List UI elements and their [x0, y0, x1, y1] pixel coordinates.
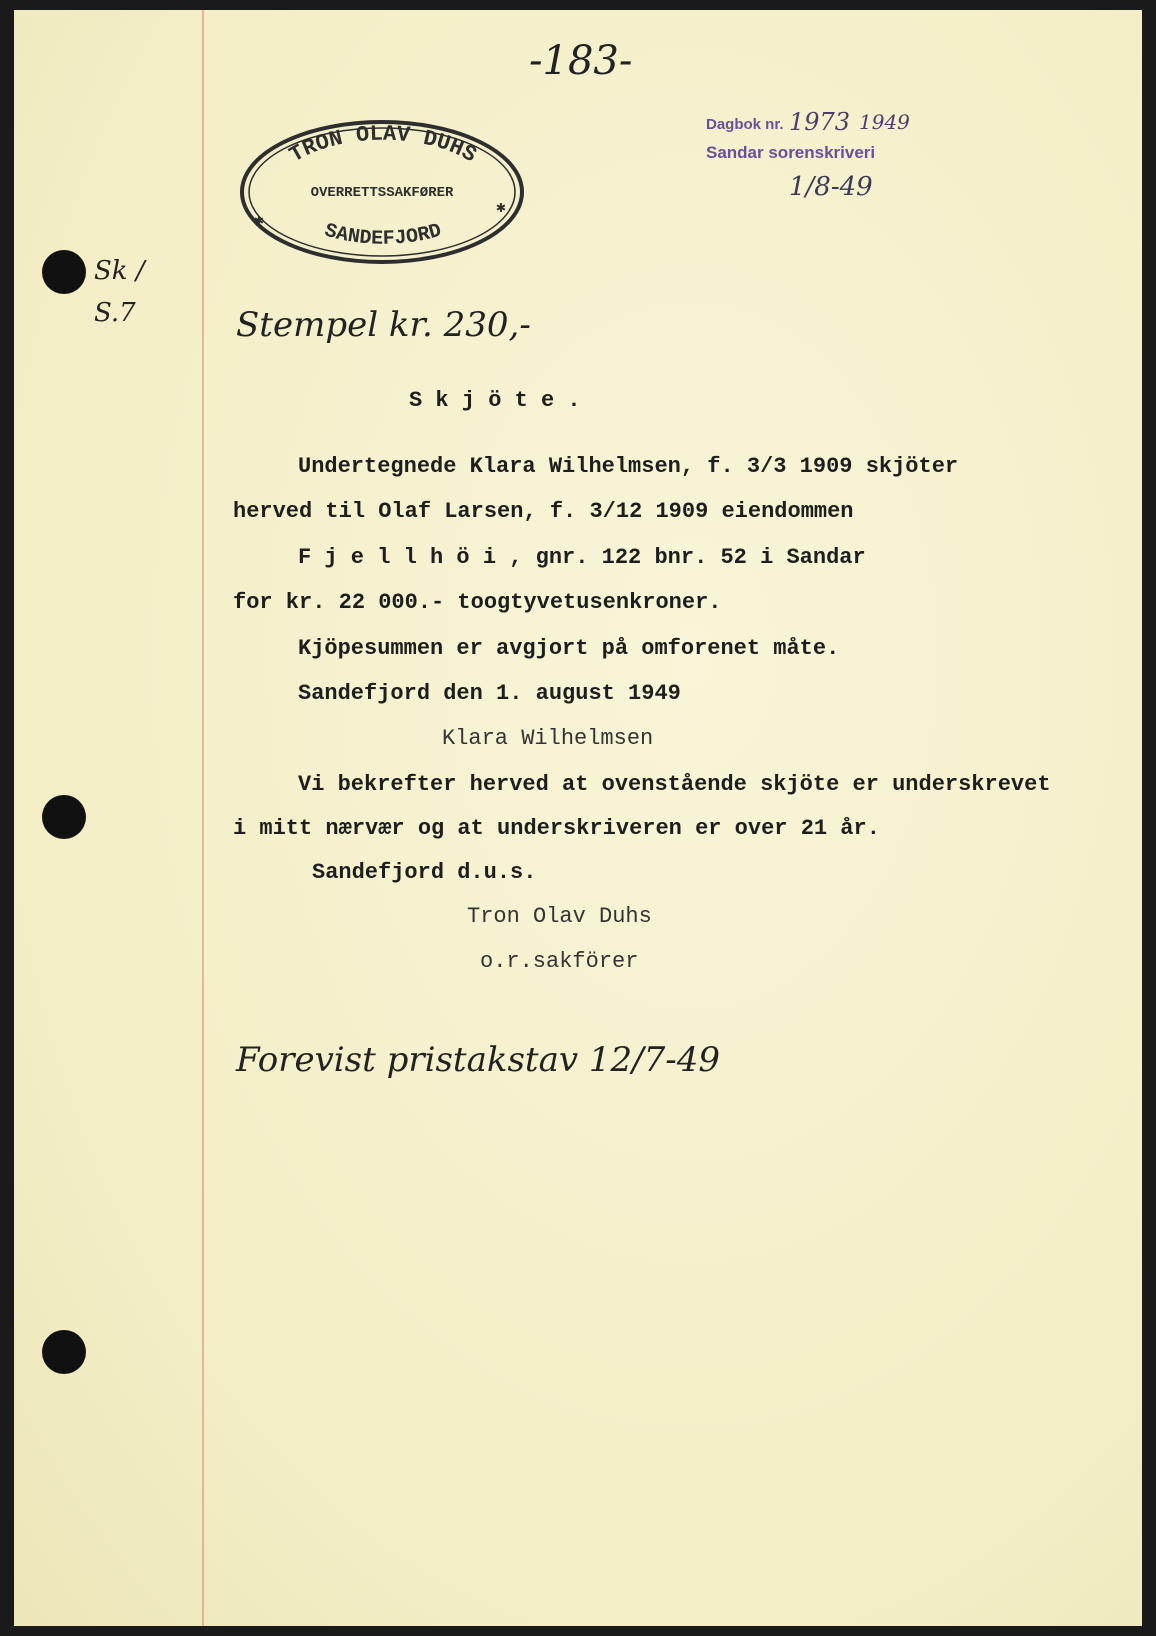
lawyer-stamp: [232, 112, 532, 272]
date-line: Sandefjord den 1. august 1949: [298, 681, 681, 706]
document-title: S k j ö t e .: [409, 388, 581, 413]
registry-year: 1949: [859, 110, 910, 134]
body-line: Undertegnede Klara Wilhelmsen, f. 3/3 1909 skjöter: [298, 454, 959, 479]
witness-signature: Tron Olav Duhs: [467, 904, 652, 929]
margin-rule: [202, 10, 204, 1626]
page-number: -183-: [529, 38, 633, 84]
punch-hole: [42, 250, 86, 294]
svg-text:SANDEFJORD: [322, 220, 444, 251]
registry-label: Dagbok nr.: [706, 116, 784, 133]
footer-note: Forevist pristakstav 12/7-49: [236, 1040, 720, 1080]
stamp-star-icon: ✱: [254, 212, 264, 230]
document-page: [14, 10, 1142, 1626]
margin-initials: Sk / S.7: [94, 256, 145, 328]
stamp-bottom-text: SANDEFJORD: [321, 219, 445, 251]
stamp-fee-note: Stempel kr. 230,-: [236, 305, 531, 345]
punch-hole: [42, 795, 86, 839]
body-line: for kr. 22 000.- toogtyvetusenkroner.: [233, 590, 722, 615]
body-line: herved til Olaf Larsen, f. 3/12 1909 eiendommen: [233, 499, 854, 524]
seller-signature: Klara Wilhelmsen: [442, 726, 654, 751]
registry-number: 1973: [789, 108, 851, 136]
witness-title: o.r.sakförer: [480, 949, 639, 974]
body-line: Kjöpesummen er avgjort på omforenet måte.: [298, 636, 840, 661]
body-line: i mitt nærvær og at underskriveren er over 21 år.: [233, 816, 880, 841]
stamp-top-text: TRON OLAV DUHS: [285, 121, 481, 169]
stamp-star-icon: ✱: [496, 199, 506, 217]
registry-date: 1/8-49: [789, 172, 873, 202]
body-line: F j e l l h ö i , gnr. 122 bnr. 52 i Sandar: [298, 545, 866, 570]
registry-office: Sandar sorenskriveri: [706, 143, 876, 162]
stamp-middle-text: OVERRETTSSAKFØRER: [310, 185, 454, 201]
body-line: Vi bekrefter herved at ovenstående skjöte er underskrevet: [298, 772, 1051, 797]
place-line: Sandefjord d.u.s.: [312, 860, 537, 885]
punch-hole: [42, 1330, 86, 1374]
